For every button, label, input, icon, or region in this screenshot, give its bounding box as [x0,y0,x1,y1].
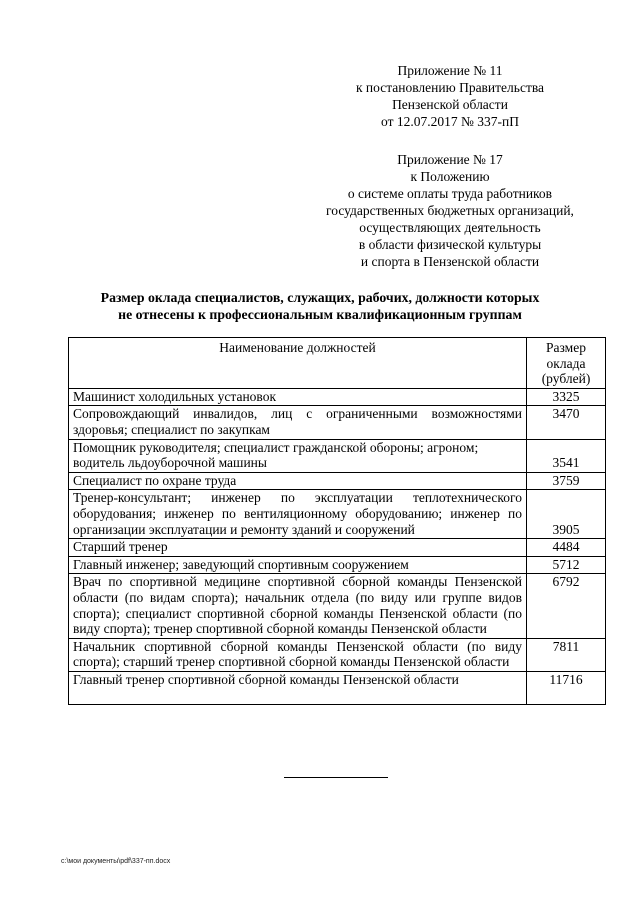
salary-cell: 3905 [527,490,606,539]
position-cell: Врач по спортивной медицине спортивной сборной команды Пензенской области (по видам спорта); начальник отдела (по виду или группе видов спорта); специалист спортивной сборной команды Пензенской области (по виду спорта); тренер спортивной сборной команды Пензенской области [69,574,527,638]
regulation-line: и спорта в Пензенской области [360,254,540,269]
salary-cell: 3325 [527,388,606,406]
document-title [60,289,580,323]
regulation-line: осуществляющих деятельность [359,220,541,235]
column-header-position: Наименование должностей [69,338,527,389]
position-cell: Сопровождающий инвалидов, лиц с ограниченными возможностями здоровья; специалист по закупкам [69,406,527,439]
table-header-row [69,338,606,389]
regulation-line: о системе оплаты труда работников [347,186,553,201]
table-row [69,406,606,439]
appendix-line: к постановлению Правительства [355,80,545,95]
salary-cell: 7811 [527,638,606,671]
separator-rule [284,777,388,778]
regulation-line: Приложение № 17 [397,152,503,167]
salary-cell: 3759 [527,472,606,490]
table-row [69,574,606,638]
regulation-header [300,151,600,270]
position-cell: Главный тренер спортивной сборной команды Пензенской области [69,671,527,704]
appendix-line: Приложение № 11 [397,63,503,78]
regulation-line: государственных бюджетных организаций, [326,203,574,218]
table-row [69,556,606,574]
table-row [69,671,606,704]
salary-cell: 5712 [527,556,606,574]
salary-cell: 6792 [527,574,606,638]
appendix-header [300,62,600,130]
table-row [69,472,606,490]
position-cell: Машинист холодильных установок [69,388,527,406]
file-path-footer: c:\мои документы\pdf\337-пп.docx [61,858,171,865]
position-cell: Начальник спортивной сборной команды Пензенской области (по виду спорта); старший тренер спортивной сборной команды Пензенской области [69,638,527,671]
table-row [69,638,606,671]
appendix-line: Пензенской области [392,97,508,112]
regulation-line: в области физической культуры [358,237,542,252]
position-cell: Специалист по охране труда [69,472,527,490]
table-row [69,539,606,557]
regulation-line: к Положению [410,169,490,184]
table-row [69,490,606,539]
salary-table [68,337,606,705]
salary-cell: 4484 [527,539,606,557]
table-row [69,439,606,472]
salary-cell: 11716 [527,671,606,704]
salary-cell: 3470 [527,406,606,439]
title-line: Размер оклада специалистов, служащих, рабочих, должности которых [100,290,540,305]
column-header-salary: Размер оклада (рублей) [527,338,606,389]
salary-cell: 3541 [527,439,606,472]
title-line: не отнесены к профессиональным квалификационным группам [118,307,522,322]
position-cell: Главный инженер; заведующий спортивным сооружением [69,556,527,574]
position-cell: Старший тренер [69,539,527,557]
position-cell: Тренер-консультант; инженер по эксплуатации теплотехнического оборудования; инженер по вентиляционному оборудованию; инженер по организации эксплуатации и ремонту зданий и сооружений [69,490,527,539]
table-row [69,388,606,406]
position-cell: Помощник руководителя; специалист гражданской обороны; агроном; водитель льдоуборочной машины [69,439,527,472]
appendix-line: от 12.07.2017 № 337-пП [381,114,519,129]
